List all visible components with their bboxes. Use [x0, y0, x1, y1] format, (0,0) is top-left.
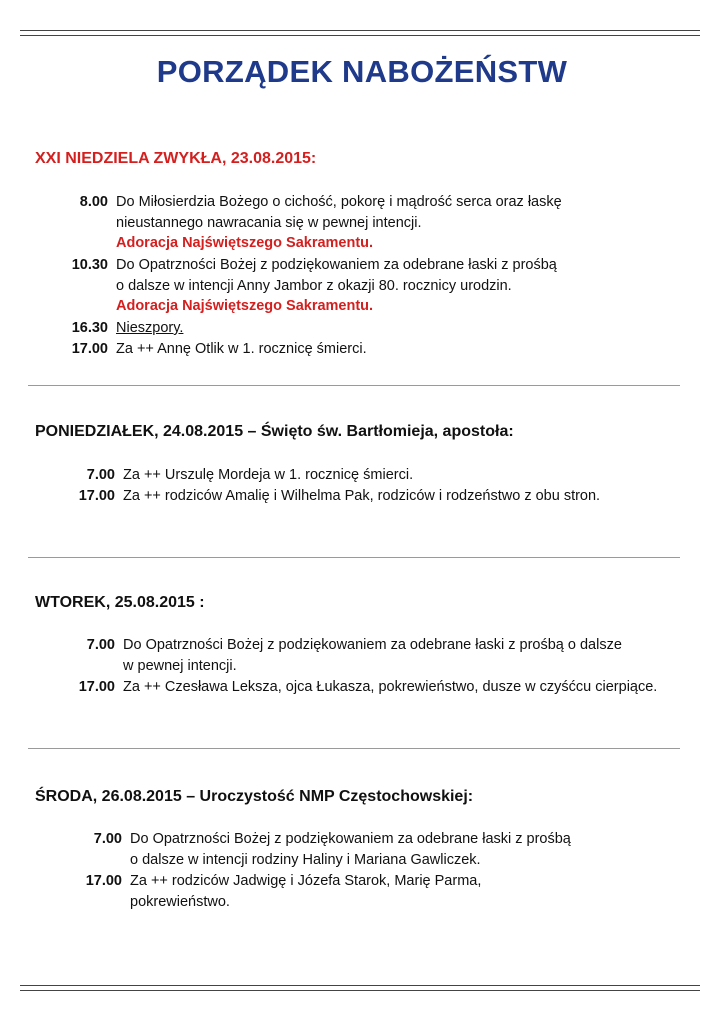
mass-time: 10.30: [71, 257, 108, 273]
section-heading-tuesday: WTOREK, 25.08.2015 :: [35, 594, 205, 611]
section-heading-monday: PONIEDZIAŁEK, 24.08.2015 – Święto św. Bartłomieja, apostoła:: [35, 423, 514, 440]
top-double-rule: [20, 30, 700, 36]
mass-intention: [123, 486, 683, 507]
intention-line: w pewnej intencji.: [123, 657, 237, 674]
intention-line: Za ++ Annę Otlik w 1. rocznicę śmierci.: [116, 341, 367, 357]
intention-line: o dalsze w intencji Anny Jambor z okazji 80. rocznicy urodzin.: [116, 277, 512, 294]
mass-time: 8.00: [79, 194, 108, 210]
section-heading-wednesday: ŚRODA, 26.08.2015 – Uroczystość NMP Częstochowskiej:: [35, 788, 474, 805]
intention-line: Do Opatrzności Bożej z podziękowaniem za odebrane łaski z prośbą o dalsze: [123, 637, 622, 653]
mass-time: 17.00: [78, 679, 115, 695]
intention-line: Do Miłosierdzia Bożego o cichość, pokorę i mądrość serca oraz łaskę: [116, 194, 562, 210]
mass-intention: [123, 635, 683, 676]
adoration-note: Adoracja Najświętszego Sakramentu.: [116, 298, 374, 314]
page-title: PORZĄDEK NABOŻEŃSTW: [156, 54, 568, 89]
section-divider: [28, 557, 680, 558]
adoration-note: Adoracja Najświętszego Sakramentu.: [116, 235, 374, 251]
mass-time: 17.00: [85, 873, 122, 889]
mass-time: 17.00: [71, 341, 108, 357]
intention-line: Do Opatrzności Bożej z podziękowaniem za odebrane łaski z prośbą: [130, 831, 571, 847]
mass-intention: [116, 318, 676, 339]
intention-line: Za ++ Urszulę Mordeja w 1. rocznicę śmierci.: [123, 467, 414, 483]
intention-line: Nieszpory.: [116, 320, 184, 336]
intention-line: nieustannego nawracania się w pewnej intencji.: [116, 214, 422, 231]
mass-intention: [116, 192, 676, 254]
intention-line: pokrewieństwo.: [130, 893, 230, 910]
section-divider: [28, 748, 680, 749]
mass-intention: [130, 871, 690, 912]
mass-intention: [116, 255, 676, 317]
intention-line: Za ++ rodziców Amalię i Wilhelma Pak, rodziców i rodzeństwo z obu stron.: [123, 488, 601, 504]
section-divider: [28, 385, 680, 386]
mass-time: 7.00: [93, 831, 122, 847]
intention-line: Za ++ rodziców Jadwigę i Józefa Starok, Marię Parma,: [130, 873, 482, 889]
mass-time: 7.00: [86, 637, 115, 653]
mass-intention: [123, 465, 683, 486]
bottom-double-rule: [20, 985, 700, 991]
section-heading-sunday: XXI NIEDZIELA ZWYKŁA, 23.08.2015:: [35, 150, 317, 167]
mass-intention: [130, 829, 690, 870]
mass-time: 16.30: [71, 320, 108, 336]
mass-time: 17.00: [78, 488, 115, 504]
intention-line: Za ++ Czesława Leksza, ojca Łukasza, pokrewieństwo, dusze w czyśćcu cierpiące.: [123, 679, 658, 695]
intention-line: o dalsze w intencji rodziny Haliny i Mariana Gawliczek.: [130, 851, 481, 868]
mass-intention: [116, 339, 676, 360]
mass-time: 7.00: [86, 467, 115, 483]
intention-line: Do Opatrzności Bożej z podziękowaniem za odebrane łaski z prośbą: [116, 257, 557, 273]
mass-intention: [123, 677, 683, 698]
